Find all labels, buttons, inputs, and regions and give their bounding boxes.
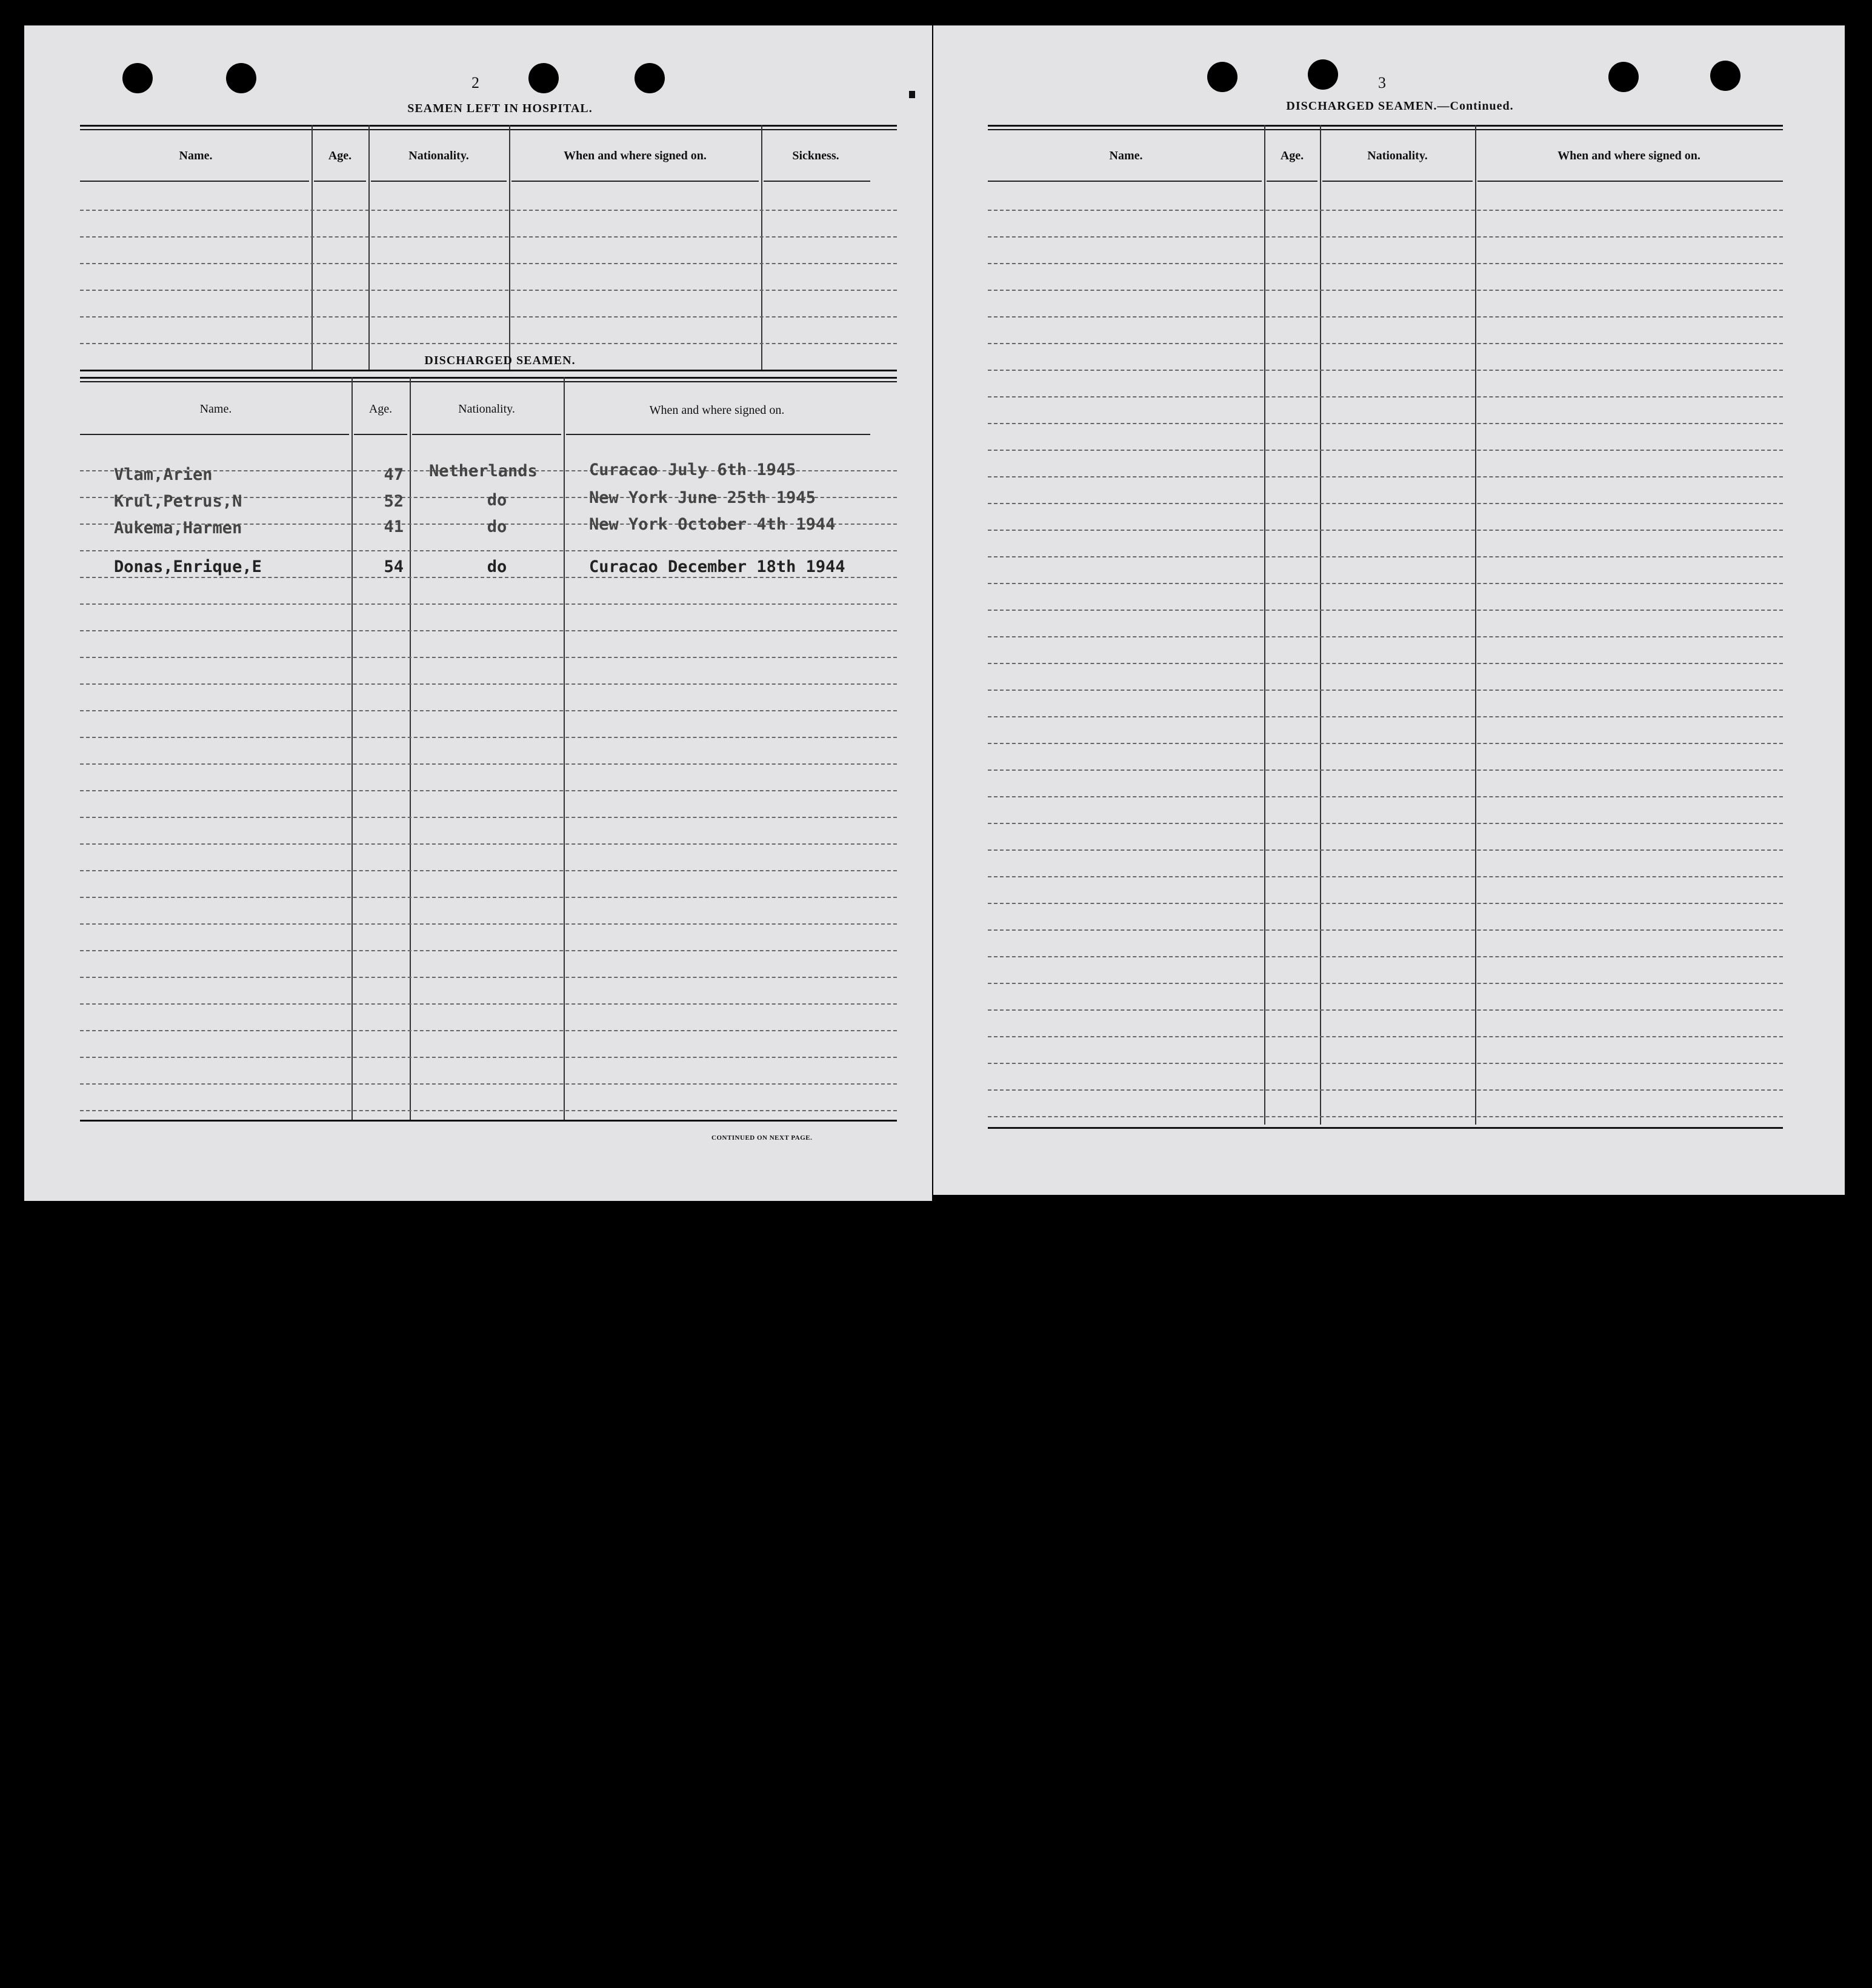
row-3-name: Aukema,Harmen	[114, 519, 242, 537]
row-1-name: Vlam,Arien	[114, 465, 213, 484]
header-signed-on: When and where signed on.	[564, 149, 707, 162]
header-name: Name.	[199, 402, 232, 416]
punch-hole	[1207, 62, 1237, 92]
discharged-table	[80, 377, 897, 1134]
punch-hole	[122, 63, 153, 93]
continued-note: CONTINUED ON NEXT PAGE.	[711, 1134, 813, 1142]
row-3-nationality: do	[487, 517, 507, 536]
row-4-name: Donas,Enrique,E	[114, 557, 262, 576]
discharged-continued-title: DISCHARGED SEAMEN.—Continued.	[1286, 99, 1514, 113]
punch-hole	[1710, 61, 1740, 91]
row-2-signed-on: New York June 25th 1945	[589, 488, 816, 507]
right-page	[933, 25, 1845, 1195]
row-4-age: 54	[384, 557, 404, 576]
punch-hole	[226, 63, 256, 93]
header-signed-on: When and where signed on.	[1557, 149, 1700, 162]
discharged-section-title: DISCHARGED SEAMEN.	[424, 354, 576, 367]
row-2-name: Krul,Petrus,N	[114, 492, 242, 511]
left-page	[24, 25, 932, 1201]
row-3-age: 41	[384, 517, 404, 536]
discharged-continued-table	[988, 125, 1783, 1131]
header-name: Name.	[179, 149, 213, 162]
row-4-nationality: do	[487, 557, 507, 576]
ink-mark	[909, 91, 915, 98]
hospital-section-title: SEAMEN LEFT IN HOSPITAL.	[407, 102, 593, 115]
header-age: Age.	[368, 402, 393, 416]
header-sickness: Sickness.	[792, 149, 839, 162]
page-number: 3	[1378, 74, 1386, 91]
row-4-signed-on: Curacao December 18th 1944	[589, 557, 845, 576]
page-number: 2	[471, 74, 479, 91]
header-nationality: Nationality.	[458, 402, 515, 416]
punch-hole	[1608, 62, 1639, 92]
header-age: Age.	[328, 149, 352, 162]
header-name: Name.	[1109, 149, 1143, 162]
row-3-signed-on: New York October 4th 1944	[589, 515, 836, 534]
punch-hole	[1308, 59, 1338, 90]
row-1-signed-on: Curacao July 6th 1945	[589, 460, 796, 479]
punch-hole	[635, 63, 665, 93]
hospital-table	[80, 125, 897, 373]
header-nationality: Nationality.	[408, 149, 469, 162]
header-nationality: Nationality.	[1367, 149, 1428, 162]
row-1-nationality: Netherlands	[429, 462, 538, 480]
row-2-age: 52	[384, 492, 404, 511]
punch-hole	[528, 63, 559, 93]
header-signed-on: When and where signed on.	[649, 404, 785, 417]
row-1-age: 47	[384, 465, 404, 484]
header-age: Age.	[1280, 149, 1304, 162]
row-2-nationality: do	[487, 491, 507, 510]
